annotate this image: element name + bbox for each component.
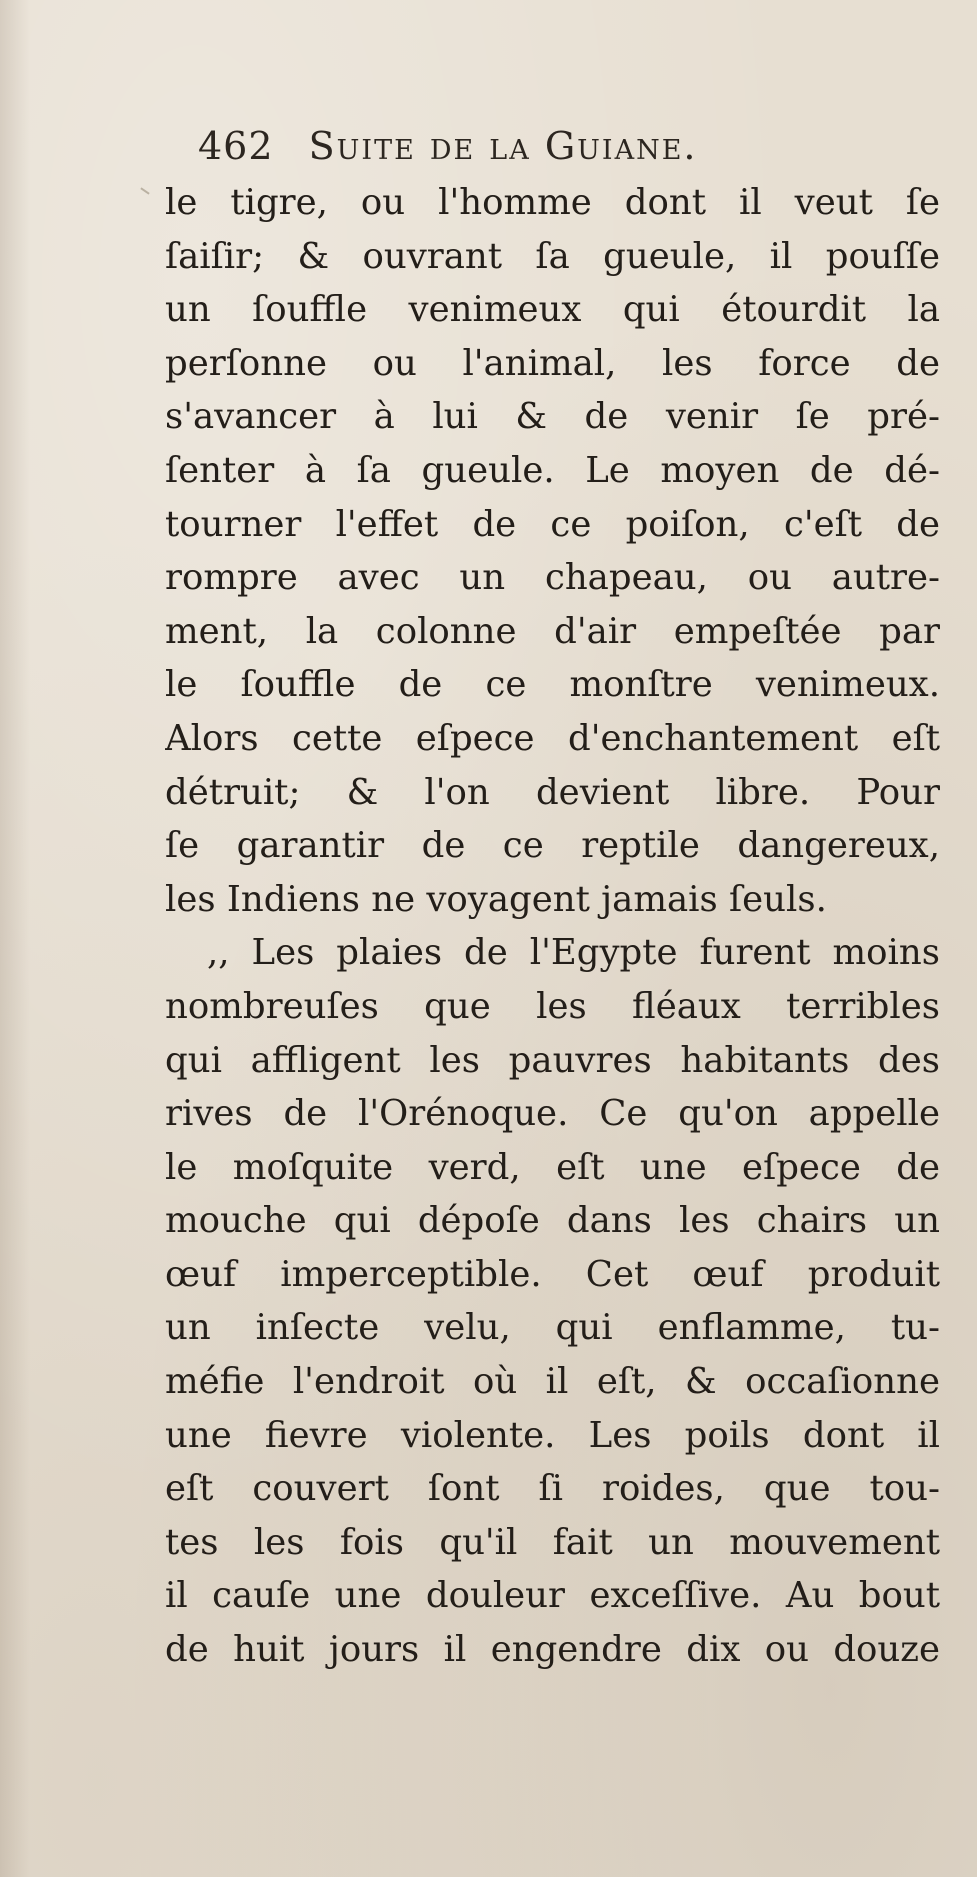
text-line: ſaiſir; & ouvrant ſa gueule, il pouſſe xyxy=(165,235,940,277)
text-line: tes les fois qu'il fait un mouvement xyxy=(165,1521,940,1563)
text-line: détruit; & l'on devient libre. Pour xyxy=(165,771,940,813)
text-line: rompre avec un chapeau, ou autre- xyxy=(165,557,940,599)
text-line: qui affligent les pauvres habitants des xyxy=(165,1039,940,1081)
page-number: 462 xyxy=(198,124,274,168)
text-line: s'avancer à lui & de venir ſe pré- xyxy=(165,396,940,438)
margin-mark xyxy=(140,187,149,194)
running-head xyxy=(198,124,918,172)
running-title: Suite de la Guiane. xyxy=(308,124,698,168)
text-line: ſe garantir de ce reptile dangereux, xyxy=(165,825,940,867)
text-line: méfie l'endroit où il eſt, & occaſionne xyxy=(165,1361,940,1403)
text-line: un inſecte velu, qui enflamme, tu- xyxy=(165,1307,940,1349)
text-line: il cauſe une douleur exceſſive. Au bout xyxy=(165,1575,940,1617)
text-line: Alors cette eſpece d'enchantement eſt xyxy=(165,717,940,759)
text-line: le moſquite verd, eſt une eſpece de xyxy=(165,1146,940,1188)
text-line: ment, la colonne d'air empeſtée par xyxy=(165,610,940,652)
text-line: ſenter à ſa gueule. Le moyen de dé- xyxy=(165,449,940,491)
text-line: eſt couvert ſont ſi roides, que tou- xyxy=(165,1468,940,1510)
text-line: de huit jours il engendre dix ou douze xyxy=(165,1629,940,1671)
text-line: nombreuſes que les fléaux terribles xyxy=(165,985,940,1027)
text-line: le ſouffle de ce monſtre venimeux. xyxy=(165,664,940,706)
text-line: tourner l'effet de ce poiſon, c'eſt de xyxy=(165,503,940,545)
paragraph-end-line: les Indiens ne voyagent jamais ſeuls. xyxy=(165,878,827,920)
text-line: œuf imperceptible. Cet œuf produit xyxy=(165,1253,940,1295)
paragraph-start-line: ,, Les plaies de l'Egypte furent moins xyxy=(207,932,940,974)
binding-shadow xyxy=(0,0,30,1877)
body-text xyxy=(165,176,940,1677)
text-line: un ſouffle venimeux qui étourdit la xyxy=(165,289,940,331)
text-line: une fievre violente. Les poils dont il xyxy=(165,1414,940,1456)
text-line: mouche qui dépoſe dans les chairs un xyxy=(165,1200,940,1242)
text-line: rives de l'Orénoque. Ce qu'on appelle xyxy=(165,1093,940,1135)
text-line: le tigre, ou l'homme dont il veut ſe xyxy=(165,182,940,223)
text-line: perſonne ou l'animal, les force de xyxy=(165,342,940,384)
